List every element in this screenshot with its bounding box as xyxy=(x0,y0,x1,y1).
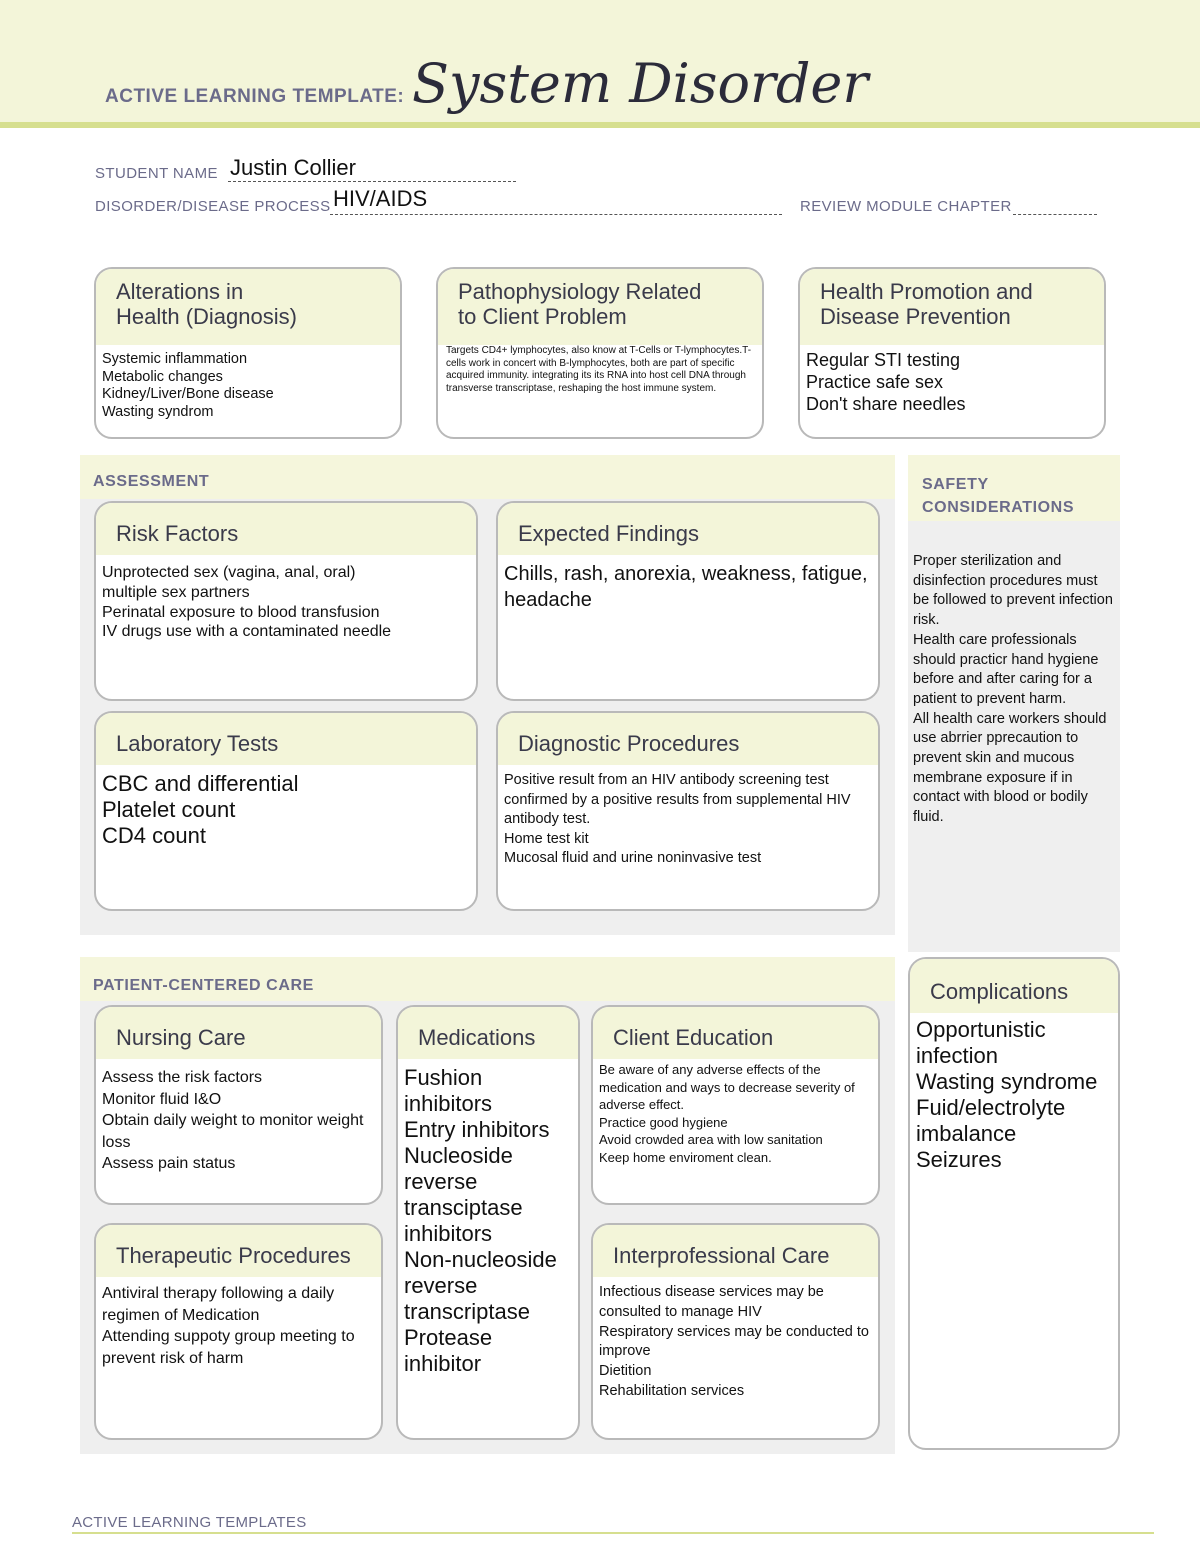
nursing-care-title: Nursing Care xyxy=(96,1007,381,1059)
health-promotion-title: Health Promotion and Disease Prevention xyxy=(800,269,1104,345)
footer-label: ACTIVE LEARNING TEMPLATES xyxy=(72,1514,307,1531)
diagnostic-procedures-title: Diagnostic Procedures xyxy=(498,713,878,765)
disorder-field[interactable]: HIV/AIDS xyxy=(333,186,428,211)
safety-body[interactable]: Proper sterilization and disinfection procedures must be followed to prevent infection risk. Health care professionals should practicr hand hygiene before and after caring for a patient to prevent harm. All health care workers should use abrrier pprecaution to prevent skin and mucous membrane exposure if in contact with blood or bodily fluid. xyxy=(913,553,1113,826)
alterations-body[interactable]: Systemic inflammation Metabolic changes Kidney/Liver/Bone disease Wasting syndrom xyxy=(102,351,274,420)
laboratory-tests-body[interactable]: CBC and differential Platelet count CD4 count xyxy=(102,771,299,848)
review-module-label: REVIEW MODULE CHAPTER xyxy=(800,198,1012,215)
complications-title: Complications xyxy=(910,959,1118,1013)
alterations-title: Alterations in Health (Diagnosis) xyxy=(96,269,400,345)
review-module-line xyxy=(1013,214,1097,215)
client-education-card xyxy=(591,1005,880,1205)
diagnostic-procedures-body[interactable]: Positive result from an HIV antibody screening test confirmed by a positive results from supplemental HIV antibody test. Home test kit Mucosal fluid and urine noninvasive test xyxy=(504,772,851,867)
pathophysiology-card xyxy=(436,267,764,439)
nursing-care-card xyxy=(94,1005,383,1205)
student-name-field[interactable]: Justin Collier xyxy=(230,155,356,180)
disorder-label: DISORDER/DISEASE PROCESS xyxy=(95,198,331,215)
safety-label: SAFETY CONSIDERATIONS xyxy=(922,476,1075,516)
risk-factors-title: Risk Factors xyxy=(96,503,476,555)
diagnostic-procedures-card xyxy=(496,711,880,911)
client-education-title: Client Education xyxy=(593,1007,878,1059)
interprofessional-care-card xyxy=(591,1223,880,1440)
interprofessional-care-body[interactable]: Infectious disease services may be consulted to manage HIV Respiratory services may be conducted to improve Dietition Rehabilitation services xyxy=(599,1284,869,1399)
pathophysiology-body[interactable]: Targets CD4+ lymphocytes, also know at T-Cells or T-lymphocytes.T-cells work in concert with B-lymphocytes, both are part of specific acquired immunity. integrating its its RNA into host cell DNA through transverse transcriptase, reshaping the host immune system. xyxy=(446,345,752,394)
laboratory-tests-card xyxy=(94,711,478,911)
template-title: System Disorder xyxy=(412,52,869,115)
patient-centered-care-label: PATIENT-CENTERED CARE xyxy=(93,977,314,994)
complications-card xyxy=(908,957,1120,1450)
medications-card xyxy=(396,1005,580,1440)
alterations-card xyxy=(94,267,402,439)
footer-divider xyxy=(72,1532,1154,1534)
disorder-line xyxy=(330,214,782,215)
risk-factors-card xyxy=(94,501,478,701)
medications-title: Medications xyxy=(398,1007,578,1059)
interprofessional-care-title: Interprofessional Care xyxy=(593,1225,878,1277)
health-promotion-card xyxy=(798,267,1106,439)
complications-body[interactable]: Opportunistic infection Wasting syndrome Fuid/electrolyte imbalance Seizures xyxy=(916,1017,1098,1172)
template-label: ACTIVE LEARNING TEMPLATE: xyxy=(105,86,405,107)
health-promotion-body[interactable]: Regular STI testing Practice safe sex Don't share needles xyxy=(806,350,966,414)
expected-findings-body[interactable]: Chills, rash, anorexia, weakness, fatigue, headache xyxy=(504,563,868,611)
therapeutic-procedures-body[interactable]: Antiviral therapy following a daily regimen of Medication Attending suppoty group meeting to prevent risk of harm xyxy=(102,1285,355,1367)
laboratory-tests-title: Laboratory Tests xyxy=(96,713,476,765)
assessment-label: ASSESSMENT xyxy=(93,473,210,490)
nursing-care-body[interactable]: Assess the risk factors Monitor fluid I&O Obtain daily weight to monitor weight loss Assess pain status xyxy=(102,1069,364,1172)
header-divider xyxy=(0,122,1200,128)
therapeutic-procedures-card xyxy=(94,1223,383,1440)
therapeutic-procedures-title: Therapeutic Procedures xyxy=(96,1225,381,1277)
pathophysiology-title: Pathophysiology Related to Client Problem xyxy=(438,269,762,345)
risk-factors-body[interactable]: Unprotected sex (vagina, anal, oral) multiple sex partners Perinatal exposure to blood transfusion IV drugs use with a contaminated needle xyxy=(102,564,392,641)
client-education-body[interactable]: Be aware of any adverse effects of the medication and ways to decrease severity of adverse effect. Practice good hygiene Avoid crowded area with low sanitation Keep home enviroment clean. xyxy=(599,1062,855,1165)
expected-findings-title: Expected Findings xyxy=(498,503,878,555)
student-name-line xyxy=(228,181,516,182)
medications-body[interactable]: Fushion inhibitors Entry inhibitors Nucleoside reverse transciptase inhibitors Non-nucleoside reverse transcriptase Protease inhibitor xyxy=(404,1065,557,1376)
expected-findings-card xyxy=(496,501,880,701)
student-name-label: STUDENT NAME xyxy=(95,165,218,182)
